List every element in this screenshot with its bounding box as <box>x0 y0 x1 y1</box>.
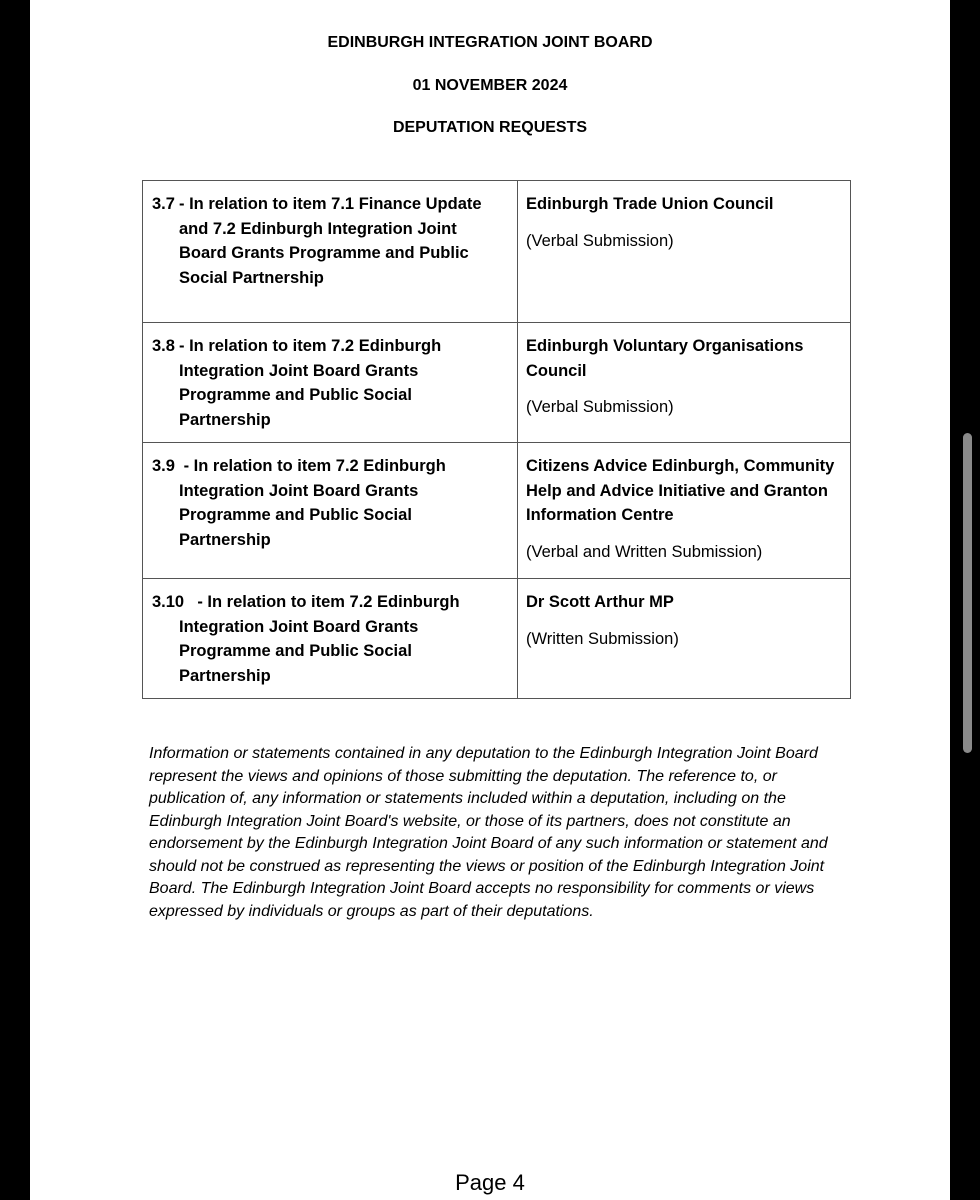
item-description: - In relation to item 7.2 Edinburgh Integration Joint Board Grants Programme and Public Social Partnership <box>179 457 451 549</box>
submission-type: (Written Submission) <box>526 629 679 648</box>
disclaimer-text: Information or statements contained in any deputation to the Edinburgh Integration Joint Board represent the views and opinions of those submitting the deputation. The reference to, or publication of, any information or statements included within a deputation, including on the Edinburgh Integration Joint Board's website, or those of its partners, does not constitute an endorsement by the Edinburgh Integration Joint Board of any such information or statement and should not be construed as representing the views or position of the Edinburgh Integration Joint Board. The Edinburgh Integration Joint Board accepts no responsibility for comments or views expressed by individuals or groups as part of their deputations. <box>149 745 828 920</box>
vertical-scrollbar[interactable] <box>963 433 972 753</box>
item-number: 3.7 <box>152 195 175 213</box>
organisation-name: Edinburgh Trade Union Council <box>526 195 774 213</box>
organisation-name: Edinburgh Voluntary Organisations Council <box>526 337 804 380</box>
deputation-org-cell <box>518 323 851 443</box>
submission-type: (Verbal Submission) <box>526 231 674 250</box>
submission-type: (Verbal Submission) <box>526 398 674 416</box>
document-date: 01 NOVEMBER 2024 <box>412 77 568 94</box>
table-row <box>143 579 851 699</box>
organisation-name: Dr Scott Arthur MP <box>526 593 674 611</box>
deputation-item-cell <box>143 181 518 323</box>
document-subtitle: DEPUTATION REQUESTS <box>392 119 588 136</box>
deputation-org-cell <box>518 443 851 579</box>
deputation-item-cell <box>143 323 518 443</box>
document-page <box>30 0 950 1200</box>
item-number: 3.10 <box>152 593 185 611</box>
item-description: - In relation to item 7.2 Edinburgh Integration Joint Board Grants Programme and Public Social Partnership <box>179 593 465 685</box>
deputations-table <box>142 180 851 699</box>
table-row <box>143 323 851 443</box>
item-description: - In relation to item 7.2 Edinburgh Integration Joint Board Grants Programme and Public Social Partnership <box>179 337 442 429</box>
deputation-org-cell <box>518 181 851 323</box>
submission-type: (Verbal and Written Submission) <box>526 542 763 561</box>
page-number: Page 4 <box>455 1170 525 1195</box>
deputation-org-cell <box>518 579 851 699</box>
item-number: 3.8 <box>152 337 175 355</box>
organisation-name: Citizens Advice Edinburgh, Community Help and Advice Initiative and Granton Information Centre <box>526 457 835 524</box>
deputation-item-cell <box>143 579 518 699</box>
table-row <box>143 181 851 323</box>
item-number: 3.9 <box>152 457 175 475</box>
table-row <box>143 443 851 579</box>
item-description: - In relation to item 7.1 Finance Update and 7.2 Edinburgh Integration Joint Board Grants Programme and Public Social Partnership <box>179 195 482 287</box>
document-title: EDINBURGH INTEGRATION JOINT BOARD <box>327 34 653 51</box>
deputation-item-cell <box>143 443 518 579</box>
